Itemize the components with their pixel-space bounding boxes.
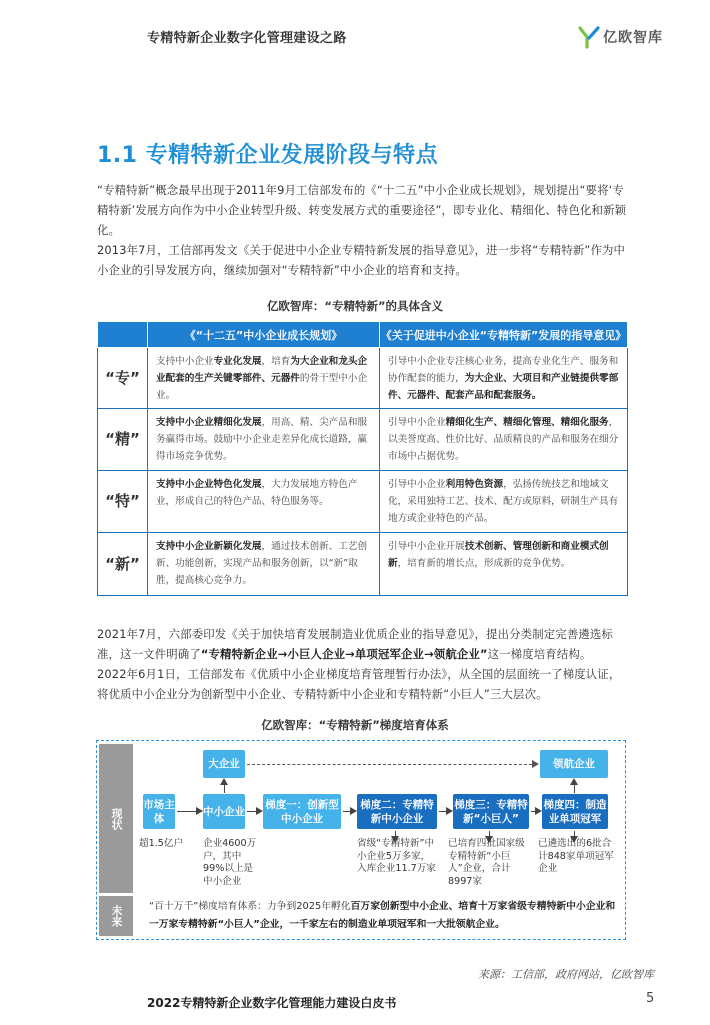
cell-text: ，用高、精、尖产品和服务赢得市场。鼓励中小企业走差异化成长道路，赢得市场竞争优势。 (156, 417, 368, 462)
cell-emphasis: 精细化生产、精细化管理、精细化服务 (445, 417, 609, 428)
paragraph-3-text: 2021年7月，六部委印发《关于加快培育发展制造业优质企业的指导意见》，提出分类制定完善遴选标准，这一文件明确了 (97, 627, 613, 661)
cell-text: ，大力发展地方特色产业，形成自己的特色产品、特色服务等。 (156, 479, 358, 507)
row-key: “专” (98, 348, 148, 409)
dashed-arrow (247, 764, 537, 765)
cell-text: 支持中小企业 (156, 356, 214, 367)
row-cell-guidance (380, 471, 628, 533)
arrow-right (439, 811, 451, 812)
page-number: 5 (646, 991, 655, 1006)
note-tier-3: 已培育四批国家级专精特新“小巨人”企业，合计8997家 (448, 838, 525, 887)
row-cell-plan (148, 348, 380, 409)
box-tier-2: 梯度二：专精特新中小企业 (357, 794, 437, 829)
table-row (98, 348, 628, 409)
row-key: “特” (98, 471, 148, 533)
note-market: 超1.5亿户 (139, 838, 184, 849)
tier-diagram (96, 740, 626, 940)
arrow-up (224, 780, 225, 793)
cell-emphasis: 专业化发展 (213, 356, 262, 367)
arrow-up (574, 780, 575, 793)
arrow-right (177, 811, 201, 812)
table-header-guidance: 《关于促进中小企业“专精特新”发展的指导意见》 (380, 322, 628, 348)
cell-text: ，培育新的增长点，形成新的竞争优势。 (397, 558, 571, 569)
arrow-right (531, 811, 540, 812)
cell-text: 引导中小企业开展 (388, 541, 465, 552)
table-header-row (98, 322, 628, 348)
table-row (98, 533, 628, 596)
note-tier-4: 已遴选出的6批合计848家单项冠军企业 (538, 838, 614, 874)
box-large-enterprise: 大企业 (203, 750, 245, 778)
brand-logo (578, 25, 663, 49)
logo-text: 亿欧智库 (603, 30, 663, 46)
box-market-entity: 市场主体 (143, 794, 175, 829)
paragraph-3 (97, 624, 627, 664)
table-caption: 亿欧智库：“专精特新”的具体含义 (266, 299, 444, 313)
paragraph-3-emphasis: “专精特新企业→小巨人企业→单项冠军企业→领航企业” (200, 647, 488, 661)
table-row (98, 471, 628, 533)
table-row (98, 409, 628, 471)
box-tier-1: 梯度一：创新型中小企业 (263, 794, 341, 829)
cell-text: ，通过技术创新、工艺创新、功能创新，实现产品和服务创新，以“新”取胜，提高核心竞争力。 (156, 541, 368, 586)
cell-emphasis: 技术创新、管理创新和商业模式创新 (388, 541, 609, 569)
arrow-right (247, 811, 261, 812)
cell-emphasis: 支持中小企业精细化发展 (156, 417, 262, 428)
table-header-plan: 《“十二五”中小企业成长规划》 (148, 322, 380, 348)
diagram-caption: 亿欧智库：“专精特新”梯度培育体系 (261, 718, 449, 732)
row-cell-plan (148, 409, 380, 471)
box-tier-4: 梯度四：制造业单项冠军 (542, 794, 608, 829)
cell-text: 引导中小企业 (388, 479, 446, 490)
table-header-corner (98, 322, 148, 348)
row-cell-guidance (380, 409, 628, 471)
cell-text: 的骨干型中小企业。 (156, 373, 368, 401)
note-tier-2: 省级“专精特新”中小企业5万多家，入库企业11.7万家 (357, 838, 436, 874)
cell-emphasis: 支持中小企业新颖化发展 (156, 541, 262, 552)
paragraph-2: 2013年7月，工信部再发文《关于促进中小企业专精特新发展的指导意见》，进一步将“专精特新”作为中小企业的引导发展方向，继续加强对“专精特新”中小企业的培育和支持。 (97, 243, 626, 277)
cell-emphasis: 利用特色资源 (445, 479, 504, 490)
footer-doc-title: 2022专精特新企业数字化管理能力建设白皮书 (147, 996, 397, 1010)
cell-text: 引导中小企业专注核心业务，提高专业化生产、服务和协作配套的能力， (388, 356, 619, 384)
paragraph-4: 2022年6月1日，工信部发布《优质中小企业梯度培育管理暂行办法》，从全国的层面统一了梯度认证，将优质中小企业分为创新型中小企业、专精特新中小企业和专精特新“小巨人”三大层次。 (97, 667, 621, 701)
note-sme: 企业4600万户，其中99%以上是中小企业 (203, 838, 257, 887)
source-note: 来源：工信部，政府网站，亿欧智库 (478, 968, 654, 981)
cell-text: ，弘扬传统技艺和地域文化，采用独特工艺、技术、配方或原料，研制生产具有地方或企业特色的产品。 (388, 479, 619, 524)
label-future: 未来 (99, 896, 133, 936)
box-sme: 中小企业 (203, 794, 245, 829)
row-cell-plan (148, 533, 380, 596)
cell-text: ，培育 (261, 356, 291, 367)
paragraph-3-tail: 这一梯度培育结构。 (487, 647, 592, 661)
cell-text: 引导中小企业 (388, 417, 446, 428)
cell-emphasis: 为大企业和龙头企业配套的生产关键零部件、元器件 (156, 356, 368, 384)
definition-table (97, 321, 628, 596)
row-cell-plan (148, 471, 380, 533)
logo-mark-icon (578, 25, 600, 49)
paragraph-1: “专精特新”概念最早出现于2011年9月工信部发布的《“十二五”中小企业成长规划》，规划提出“要将‘专精特新’发展方向作为中小企业转型升级、转变发展方式的重要途径”，即专业化、精细化、特色化和新颖化。 (97, 183, 627, 237)
running-header-title: 专精特新企业数字化管理建设之路 (147, 31, 347, 46)
box-lead-enterprise: 领航企业 (540, 750, 608, 778)
row-key: “新” (98, 533, 148, 596)
cell-emphasis: 支持中小企业特色化发展 (156, 479, 262, 490)
box-tier-3: 梯度三：专精特新“小巨人” (453, 794, 529, 829)
future-plan-text (149, 898, 623, 934)
cell-emphasis: 为大企业、大项目和产业链提供零部件、元器件、配套产品和配套服务。 (388, 373, 619, 401)
future-plan-emphasis: 百万家创新型中小企业、培育十万家省级专精特新中小企业和一万家专精特新“小巨人”企业，一千家左右的制造业单项冠军和一大批领航企业。 (149, 901, 616, 930)
future-plan-lead: “百十万千”梯度培育体系：力争到2025年孵化 (149, 901, 351, 912)
row-cell-guidance (380, 348, 628, 409)
cell-text: ，以美誉度高、性价比好、品质精良的产品和服务在细分市场中占据优势。 (388, 417, 619, 462)
arrow-right (343, 811, 355, 812)
section-title: 1.1 专精特新企业发展阶段与特点 (97, 143, 439, 168)
row-key: “精” (98, 409, 148, 471)
label-current: 现状 (99, 744, 133, 893)
row-cell-guidance (380, 533, 628, 596)
